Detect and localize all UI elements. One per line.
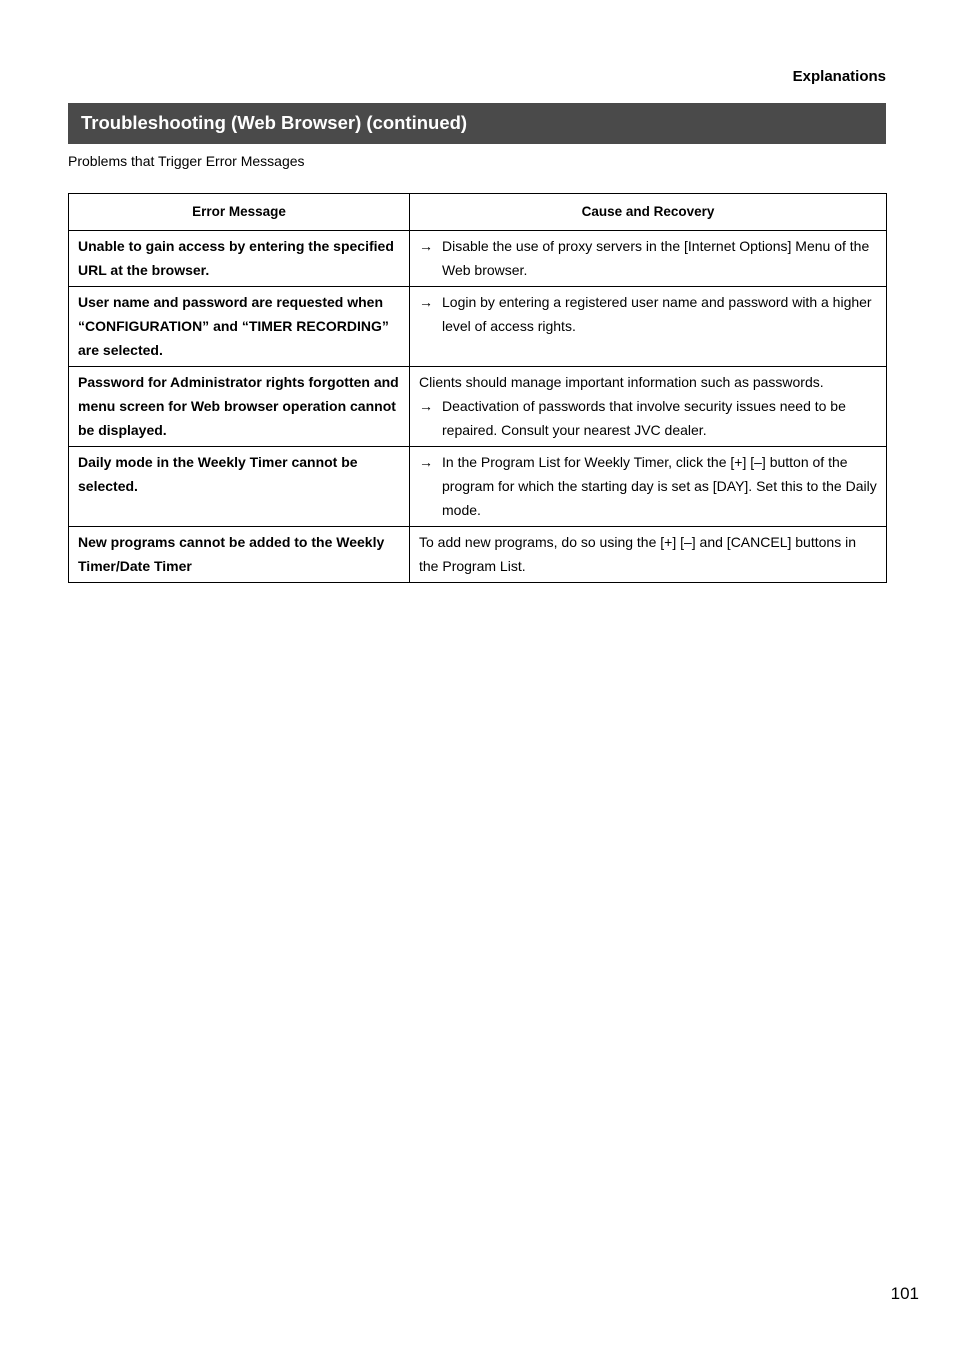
- recovery-step: [419, 234, 877, 282]
- table-row: [69, 367, 887, 447]
- table-row: [69, 527, 887, 583]
- cause-recovery-cell: [410, 287, 887, 367]
- recovery-text: Login by entering a registered user name and password with a higher level of access rights.: [442, 294, 872, 334]
- error-message-cell: Daily mode in the Weekly Timer cannot be selected.: [69, 447, 410, 527]
- cause-recovery-cell: [410, 231, 887, 287]
- recovery-step: [419, 394, 877, 442]
- error-message-cell: Unable to gain access by entering the specified URL at the browser.: [69, 231, 410, 287]
- cause-recovery-cell: [410, 447, 887, 527]
- arrow-icon: →: [419, 454, 433, 470]
- recovery-text: In the Program List for Weekly Timer, click the [+] [–] button of the program for which the starting day is set as [DAY]. Set this to the Daily mode.: [442, 454, 877, 518]
- recovery-text: Deactivation of passwords that involve security issues need to be repaired. Consult your nearest JVC dealer.: [442, 398, 846, 438]
- table-row: [69, 447, 887, 527]
- error-message-cell: User name and password are requested when “CONFIGURATION” and “TIMER RECORDING” are selected.: [69, 287, 410, 367]
- cause-recovery-cell: [410, 367, 887, 447]
- error-table: [68, 193, 887, 583]
- table-row: [69, 231, 887, 287]
- table-caption: Problems that Trigger Error Messages: [68, 153, 305, 169]
- arrow-icon: →: [419, 294, 433, 310]
- error-message-cell: New programs cannot be added to the Weekly Timer/Date Timer: [69, 527, 410, 583]
- column-header-error-message: Error Message: [69, 194, 410, 231]
- page-title: Troubleshooting (Web Browser) (continued): [81, 112, 468, 133]
- cause-text: Clients should manage important information such as passwords.: [419, 374, 824, 390]
- section-label: Explanations: [792, 68, 886, 85]
- page-title-bar: [68, 103, 886, 144]
- arrow-icon: →: [419, 398, 433, 414]
- recovery-text: Disable the use of proxy servers in the [Internet Options] Menu of the Web browser.: [442, 238, 870, 278]
- recovery-step: [419, 290, 877, 338]
- recovery-step: [419, 450, 877, 522]
- cause-text: To add new programs, do so using the [+] [–] and [CANCEL] buttons in the Program List.: [419, 534, 856, 574]
- cause-recovery-cell: [410, 527, 887, 583]
- column-header-cause-recovery: Cause and Recovery: [410, 194, 887, 231]
- table-header-row: [69, 194, 887, 231]
- table-row: [69, 287, 887, 367]
- arrow-icon: →: [419, 238, 433, 254]
- error-message-cell: Password for Administrator rights forgotten and menu screen for Web browser operation cannot be displayed.: [69, 367, 410, 447]
- page-number: 101: [890, 1284, 919, 1303]
